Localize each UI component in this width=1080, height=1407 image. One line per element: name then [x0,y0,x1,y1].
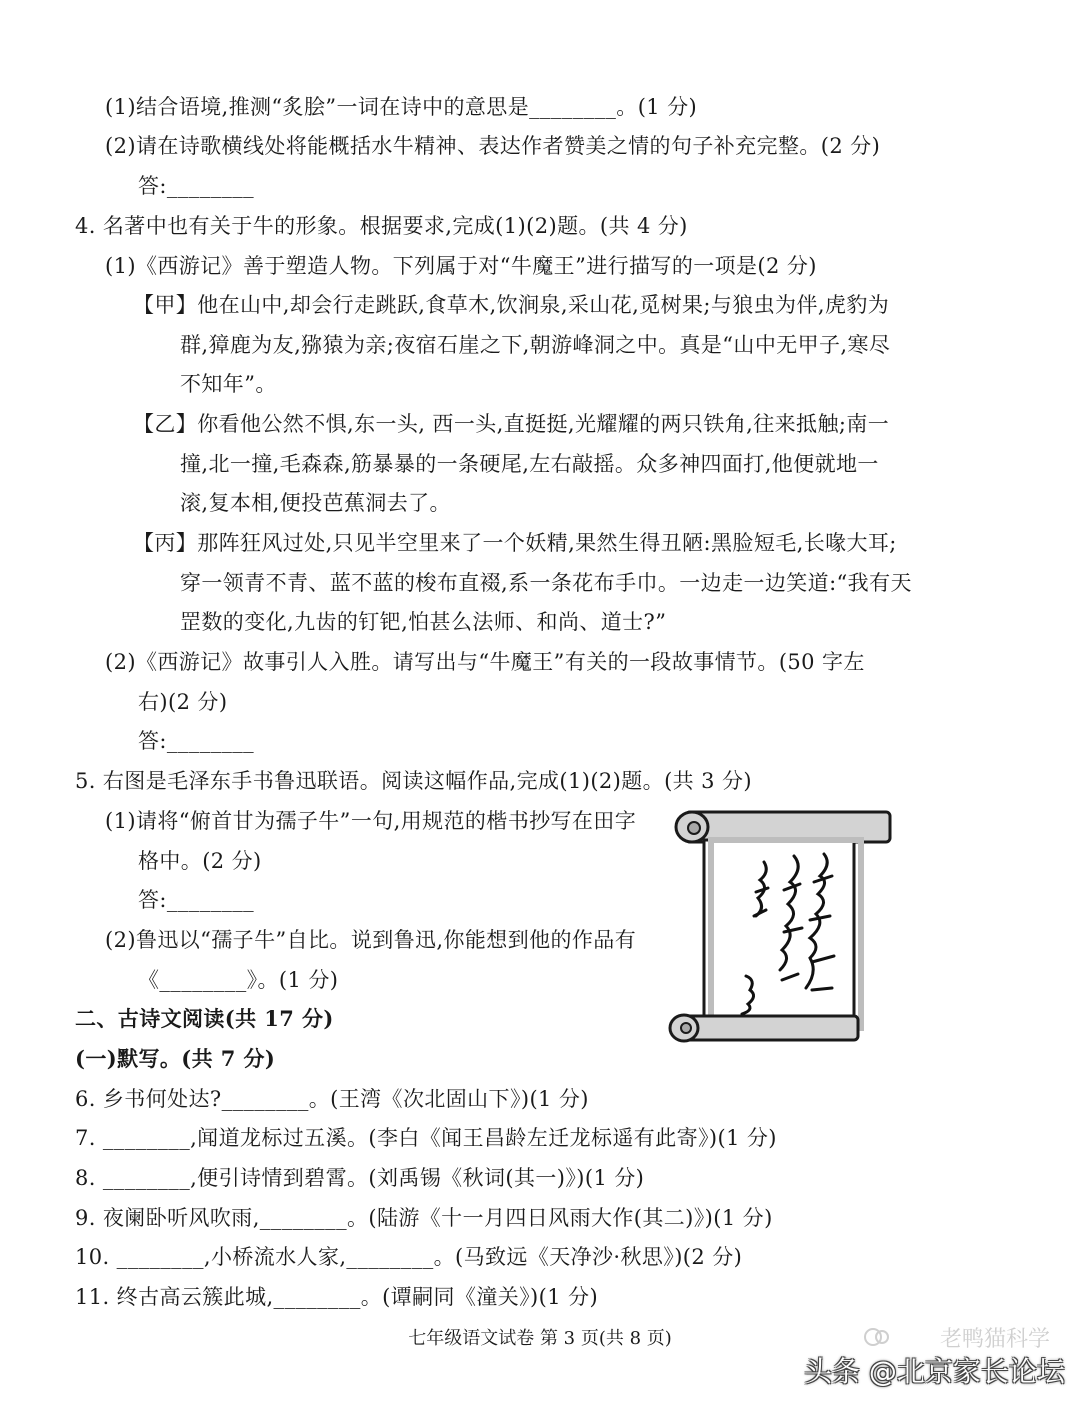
section-2-heading: 二、古诗文阅读(共 17 分) [75,1006,334,1031]
q5-sub1-line2: 格中。(2 分) [138,849,262,873]
q5-sub1-line1: (1)请将“俯首甘为孺子牛”一句,用规范的楷书抄写在田字 [105,809,637,833]
option-bing-line2: 穿一领青不青、蓝不蓝的梭布直裰,系一条花布手巾。一边走一边笑道:“我有天 [180,571,912,595]
faint-watermark: 老鸭猫科学 [939,1327,1050,1352]
option-yi-line1: 【乙】你看他公然不惧,东一头, 西一头,直挺挺,光耀耀的两只铁角,往来抵触;南一 [133,412,890,436]
q9: 9. 夜阑卧听风吹雨,________。(陆游《十一月四日风雨大作(其二)》)(1 分) [75,1206,773,1230]
q8: 8. ________,便引诗情到碧霄。(刘禹锡《秋词(其一)》)(1 分) [75,1166,645,1190]
q5-sub2-line2: 《________》。(1 分) [138,968,339,992]
q4-title: 4. 名著中也有关于牛的形象。根据要求,完成(1)(2)题。(共 4 分) [75,214,688,238]
source-watermark: 头条 @北京家长论坛 [804,1355,1065,1388]
option-bing-line1: 【丙】那阵狂风过处,只见半空里来了一个妖精,果然生得丑陋:黑脸短毛,长喙大耳; [133,531,897,555]
q7: 7. ________,闻道龙标过五溪。(李白《闻王昌龄左迁龙标遥有此寄》)(1 分) [75,1126,777,1150]
q11: 11. 终古高云簇此城,________。(谭嗣同《潼关》)(1 分) [75,1285,599,1309]
q3-answer: 答:________ [138,174,255,198]
q5-sub2-line1: (2)鲁迅以“孺子牛”自比。说到鲁迅,你能想到他的作品有 [105,928,637,952]
q4-sub2-line1: (2)《西游记》故事引人入胜。请写出与“牛魔王”有关的一段故事情节。(50 字左 [105,650,865,674]
page-footer: 七年级语文试卷 第 3 页(共 8 页) [408,1328,672,1349]
q3-sub2: (2)请在诗歌横线处将能概括水牛精神、表达作者赞美之情的句子补充完整。(2 分) [105,134,881,158]
q3-sub1: (1)结合语境,推测“炙脍”一词在诗中的意思是________。(1 分) [105,95,698,119]
option-yi-line2: 撞,北一撞,毛森森,筋暴暴的一条硬尾,左右敲摇。众多神四面打,他便就地一 [180,452,879,476]
watermark-logo-icon [862,1326,892,1348]
q5-title: 5. 右图是毛泽东手书鲁迅联语。阅读这幅作品,完成(1)(2)题。(共 3 分) [75,769,752,793]
option-bing-line3: 罡数的变化,九齿的钉钯,怕甚么法师、和尚、道士?” [180,610,667,634]
q4-sub2-line2: 右)(2 分) [138,690,228,714]
q5-answer: 答:________ [138,888,255,912]
option-jia-line2: 群,獐鹿为友,猕猿为亲;夜宿石崖之下,朝游峰洞之中。真是“山中无甲子,寒尽 [180,333,891,357]
q4-sub1: (1)《西游记》善于塑造人物。下列属于对“牛魔王”进行描写的一项是(2 分) [105,254,817,278]
option-yi-line3: 滚,复本相,便投芭蕉洞去了。 [180,491,451,515]
q10: 10. ________,小桥流水人家,________。(马致远《天净沙·秋思》)(2 分) [75,1245,743,1269]
q6: 6. 乡书何处达?________。(王湾《次北固山下》)(1 分) [75,1087,589,1111]
calligraphy-scroll-image [664,806,894,1046]
option-jia-line1: 【甲】他在山中,却会行走跳跃,食草木,饮涧泉,采山花,觅树果;与狼虫为伴,虎豹为 [133,293,890,317]
option-jia-line3: 不知年”。 [180,372,277,396]
q4-answer: 答:________ [138,729,255,753]
subsection-1-heading: (一)默写。(共 7 分) [75,1046,276,1071]
